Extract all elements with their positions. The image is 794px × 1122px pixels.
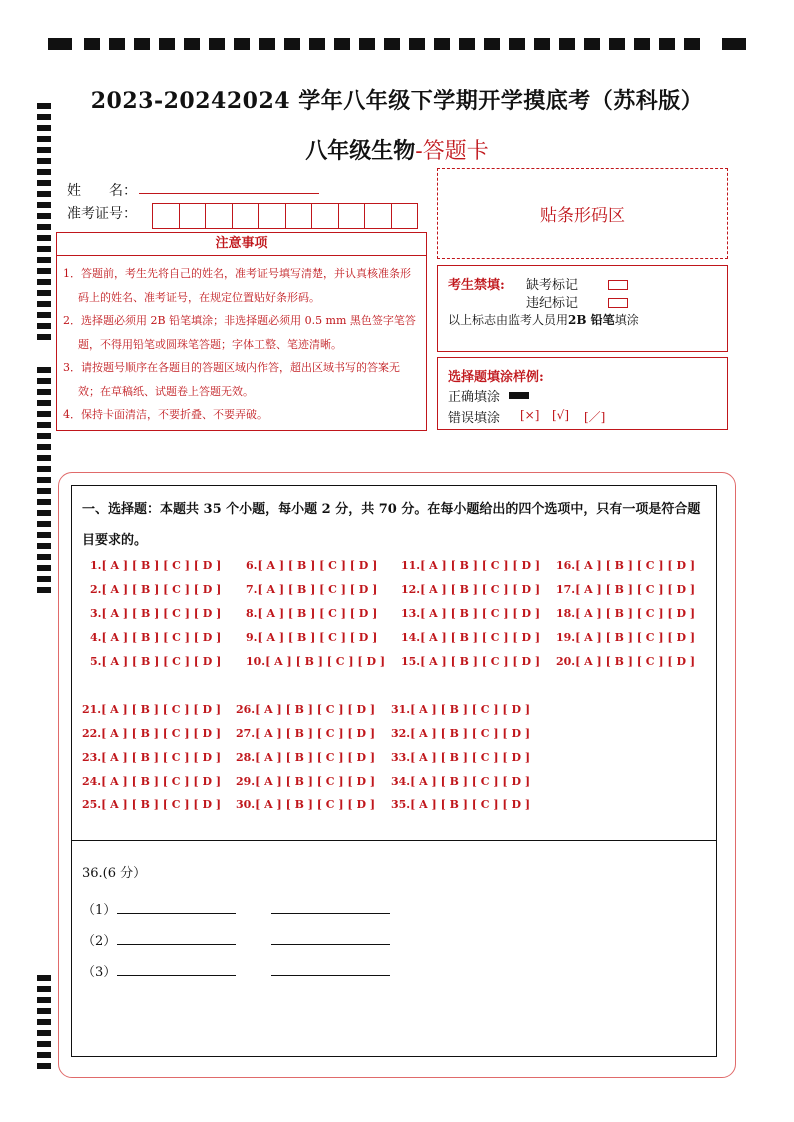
question-18-options[interactable]: [556, 607, 695, 620]
id-digit-box[interactable]: [312, 204, 339, 228]
timing-mark: [659, 38, 675, 50]
timing-mark: [609, 38, 625, 50]
answer-bubbles[interactable]: [ A ] [ B ] [ C ] [ D ]: [101, 559, 222, 572]
subject-title: 八年级生物: [305, 138, 416, 164]
timing-mark: [37, 477, 51, 483]
timing-mark: [484, 38, 500, 50]
id-digit-box[interactable]: [392, 204, 418, 228]
absent-label: 缺考标记: [526, 278, 579, 293]
timing-mark: [37, 378, 51, 384]
timing-mark: [48, 38, 72, 50]
timing-mark: [234, 38, 250, 50]
section1-instructions: 一、选择题：本题共 35 个小题，每小题 2 分，共 70 分。在每小题给出的四个选项中，只有一项是符合题目要求的。: [82, 502, 701, 548]
forbid-label: 考生禁填:: [448, 278, 505, 293]
question-number: 24.: [82, 775, 102, 788]
fill-sample-box: [437, 357, 728, 430]
question-number: 23.: [82, 751, 102, 764]
question-29-options[interactable]: [236, 775, 375, 788]
timing-mark: [37, 565, 51, 571]
timing-mark: [37, 499, 51, 505]
question-number: 17.: [556, 583, 576, 596]
timing-mark: [334, 38, 350, 50]
timing-mark: [37, 975, 51, 981]
question-number: 11.: [401, 559, 421, 572]
answer-bubbles[interactable]: [ A ] [ B ] [ C ] [ D ]: [255, 798, 376, 811]
question-6-options[interactable]: [246, 559, 377, 572]
answer-bubbles[interactable]: [ A ] [ B ] [ C ] [ D ]: [410, 775, 531, 788]
answer-bubbles[interactable]: [ A ] [ B ] [ C ] [ D ]: [420, 631, 541, 644]
answer-bubbles[interactable]: [ A ] [ B ] [ C ] [ D ]: [410, 751, 531, 764]
timing-mark: [284, 38, 300, 50]
question-21-options[interactable]: [82, 703, 221, 716]
answer-bubbles[interactable]: [ A ] [ B ] [ C ] [ D ]: [420, 655, 541, 668]
question-number: 33.: [391, 751, 411, 764]
question-13-options[interactable]: [401, 607, 540, 620]
question-number: 26.: [236, 703, 256, 716]
timing-mark: [37, 543, 51, 549]
question-23-options[interactable]: [82, 751, 221, 764]
timing-mark: [634, 38, 650, 50]
question-34-options[interactable]: [391, 775, 530, 788]
timing-mark: [37, 257, 51, 263]
timing-mark: [37, 455, 51, 461]
timing-mark: [37, 433, 51, 439]
answer-bubbles[interactable]: [ A ] [ B ] [ C ] [ D ]: [101, 751, 222, 764]
correct-fill-label: 正确填涂: [448, 390, 501, 405]
question-14-options[interactable]: [401, 631, 540, 644]
timing-mark: [37, 1063, 51, 1069]
timing-mark: [722, 38, 746, 50]
timing-mark: [509, 38, 525, 50]
timing-mark: [37, 290, 51, 296]
id-digit-box[interactable]: [153, 204, 180, 228]
absent-mark-box[interactable]: [608, 280, 628, 290]
timing-mark: [37, 411, 51, 417]
timing-mark: [37, 997, 51, 1003]
question-number: 7.: [246, 583, 258, 596]
answer-bubbles[interactable]: [ A ] [ B ] [ C ] [ D ]: [255, 703, 376, 716]
answer-bubbles[interactable]: [ A ] [ B ] [ C ] [ D ]: [257, 559, 378, 572]
question-number: 30.: [236, 798, 256, 811]
timing-mark: [37, 587, 51, 593]
timing-mark: [37, 422, 51, 428]
timing-mark: [259, 38, 275, 50]
question-number: 28.: [236, 751, 256, 764]
timing-mark: [37, 279, 51, 285]
q36-answer-line[interactable]: [117, 913, 236, 914]
timing-mark: [37, 125, 51, 131]
question-number: 6.: [246, 559, 258, 572]
timing-mark: [37, 1052, 51, 1058]
question-1-options[interactable]: [90, 559, 221, 572]
id-label: 准考证号：: [67, 206, 137, 222]
question-number: 31.: [391, 703, 411, 716]
answer-bubbles[interactable]: [ A ] [ B ] [ C ] [ D ]: [101, 775, 222, 788]
notice-item: 4．保持卡面清洁，不要折叠、不要弄破。: [63, 408, 268, 421]
timing-mark: [84, 38, 100, 50]
exam-title: 2023-20242024 学年八年级下学期开学摸底考（苏科版）: [90, 88, 704, 114]
question-17-options[interactable]: [556, 583, 695, 596]
timing-mark: [37, 389, 51, 395]
q36-answer-line[interactable]: [117, 975, 236, 976]
answer-bubbles[interactable]: [ A ] [ B ] [ C ] [ D ]: [255, 751, 376, 764]
question-number: 34.: [391, 775, 411, 788]
answer-bubbles[interactable]: [ A ] [ B ] [ C ] [ D ]: [575, 583, 696, 596]
question-3-options[interactable]: [90, 607, 221, 620]
question-33-options[interactable]: [391, 751, 530, 764]
answer-bubbles[interactable]: [ A ] [ B ] [ C ] [ D ]: [257, 631, 378, 644]
forbid-note: [448, 311, 639, 328]
question-9-options[interactable]: [246, 631, 377, 644]
barcode-area: [437, 168, 728, 259]
question-number: 2.: [90, 583, 102, 596]
timing-mark: [37, 444, 51, 450]
answer-bubbles[interactable]: [ A ] [ B ] [ C ] [ D ]: [575, 607, 696, 620]
question-25-options[interactable]: [82, 798, 221, 811]
timing-mark: [37, 1008, 51, 1014]
question-number: 14.: [401, 631, 421, 644]
answer-bubbles[interactable]: [ A ] [ B ] [ C ] [ D ]: [255, 727, 376, 740]
examiner-only-box: [437, 265, 728, 352]
question-number: 10.: [246, 655, 266, 668]
answer-bubbles[interactable]: [ A ] [ B ] [ C ] [ D ]: [420, 607, 541, 620]
question-number: 19.: [556, 631, 576, 644]
timing-mark: [37, 400, 51, 406]
question-30-options[interactable]: [236, 798, 375, 811]
question-35-options[interactable]: [391, 798, 530, 811]
answer-bubbles[interactable]: [ A ] [ B ] [ C ] [ D ]: [575, 655, 696, 668]
id-digit-box[interactable]: [259, 204, 286, 228]
timing-mark: [434, 38, 450, 50]
barcode-label: 贴条形码区: [540, 206, 625, 226]
forbid-note-bold: 2B 铅笔: [568, 313, 615, 327]
question-number: 5.: [90, 655, 102, 668]
name-field[interactable]: [139, 192, 319, 194]
card-subtitle: [0, 134, 794, 165]
timing-mark: [37, 1019, 51, 1025]
question-number: 20.: [556, 655, 576, 668]
timing-mark: [684, 38, 700, 50]
id-digit-box[interactable]: [206, 204, 233, 228]
question-number: 3.: [90, 607, 102, 620]
notice-heading: 注意事项: [57, 233, 426, 256]
q36-answer-line[interactable]: [271, 913, 390, 914]
answer-bubbles[interactable]: [ A ] [ B ] [ C ] [ D ]: [101, 607, 222, 620]
question-19-options[interactable]: [556, 631, 695, 644]
timing-mark-bar: [48, 38, 746, 50]
timing-mark: [134, 38, 150, 50]
question-number: 22.: [82, 727, 102, 740]
timing-mark: [37, 301, 51, 307]
question-16-options[interactable]: [556, 559, 695, 572]
answer-bubbles[interactable]: [ A ] [ B ] [ C ] [ D ]: [101, 655, 222, 668]
timing-mark: [584, 38, 600, 50]
q36-answer-line[interactable]: [117, 944, 236, 945]
id-number-boxes[interactable]: [152, 203, 418, 229]
answer-bubbles[interactable]: [ A ] [ B ] [ C ] [ D ]: [410, 727, 531, 740]
timing-mark: [37, 334, 51, 340]
timing-mark: [37, 224, 51, 230]
timing-mark: [37, 246, 51, 252]
timing-mark: [209, 38, 225, 50]
question-number: 16.: [556, 559, 576, 572]
question-24-options[interactable]: [82, 775, 221, 788]
notice-box: [56, 232, 427, 431]
question-number: 25.: [82, 798, 102, 811]
id-digit-box[interactable]: [339, 204, 366, 228]
timing-mark: [184, 38, 200, 50]
timing-mark: [37, 532, 51, 538]
timing-mark: [37, 1030, 51, 1036]
question-20-options[interactable]: [556, 655, 695, 668]
answer-bubbles[interactable]: [ A ] [ B ] [ C ] [ D ]: [575, 559, 696, 572]
timing-mark: [534, 38, 550, 50]
question-12-options[interactable]: [401, 583, 540, 596]
question-5-options[interactable]: [90, 655, 221, 668]
question-number: 21.: [82, 703, 102, 716]
id-digit-box[interactable]: [233, 204, 260, 228]
name-label: 姓 名：: [67, 183, 137, 199]
q36-part-label: （3）: [82, 965, 117, 980]
violation-label: 违纪标记: [526, 296, 579, 311]
timing-mark: [384, 38, 400, 50]
question-15-options[interactable]: [401, 655, 540, 668]
forbid-note-post: 填涂: [614, 313, 639, 327]
question-number: 29.: [236, 775, 256, 788]
answer-bubbles[interactable]: [ A ] [ B ] [ C ] [ D ]: [257, 583, 378, 596]
q36-part-label: （2）: [82, 934, 117, 949]
timing-mark: [359, 38, 375, 50]
timing-mark: [37, 521, 51, 527]
answer-bubbles[interactable]: [ A ] [ B ] [ C ] [ D ]: [420, 559, 541, 572]
timing-mark: [559, 38, 575, 50]
wrong-mark-x: [×]: [520, 408, 540, 422]
question-10-options[interactable]: [246, 655, 385, 668]
answer-bubbles[interactable]: [ A ] [ B ] [ C ] [ D ]: [257, 607, 378, 620]
question-number: 18.: [556, 607, 576, 620]
timing-mark: [37, 576, 51, 582]
timing-mark: [37, 180, 51, 186]
timing-mark: [37, 510, 51, 516]
timing-mark: [37, 367, 51, 373]
card-type-label: -答题卡: [415, 139, 489, 164]
timing-mark: [37, 1041, 51, 1047]
answer-bubbles[interactable]: [ A ] [ B ] [ C ] [ D ]: [410, 798, 531, 811]
question-26-options[interactable]: [236, 703, 375, 716]
question-number: 35.: [391, 798, 411, 811]
timing-mark: [37, 169, 51, 175]
timing-mark: [37, 235, 51, 241]
question-27-options[interactable]: [236, 727, 375, 740]
question-number: 4.: [90, 631, 102, 644]
answer-bubbles[interactable]: [ A ] [ B ] [ C ] [ D ]: [101, 703, 222, 716]
answer-bubbles[interactable]: [ A ] [ B ] [ C ] [ D ]: [101, 631, 222, 644]
answer-bubbles[interactable]: [ A ] [ B ] [ C ] [ D ]: [265, 655, 386, 668]
question-28-options[interactable]: [236, 751, 375, 764]
question-8-options[interactable]: [246, 607, 377, 620]
question-number: 8.: [246, 607, 258, 620]
question-number: 32.: [391, 727, 411, 740]
id-digit-box[interactable]: [365, 204, 392, 228]
timing-mark: [37, 202, 51, 208]
section-divider: [71, 840, 717, 841]
question-number: 15.: [401, 655, 421, 668]
question-11-options[interactable]: [401, 559, 540, 572]
timing-mark: [159, 38, 175, 50]
wrong-mark-check: [√]: [552, 408, 570, 422]
question-31-options[interactable]: [391, 703, 530, 716]
timing-mark: [37, 312, 51, 318]
question-2-options[interactable]: [90, 583, 221, 596]
timing-mark: [37, 554, 51, 560]
notice-item: 2．选择题必须用 2B 铅笔填涂；非选择题必须用 0.5 mm 黑色签字笔答题，不得用铅笔或圆珠笔答题；字体工整、笔迹清晰。: [63, 314, 416, 351]
answer-bubbles[interactable]: [ A ] [ B ] [ C ] [ D ]: [101, 583, 222, 596]
answer-bubbles[interactable]: [ A ] [ B ] [ C ] [ D ]: [575, 631, 696, 644]
q36-part-label: （1）: [82, 903, 117, 918]
answer-bubbles[interactable]: [ A ] [ B ] [ C ] [ D ]: [420, 583, 541, 596]
correct-fill-mark: [509, 392, 529, 399]
timing-mark: [409, 38, 425, 50]
question-22-options[interactable]: [82, 727, 221, 740]
timing-mark: [109, 38, 125, 50]
question-number: 9.: [246, 631, 258, 644]
answer-bubbles[interactable]: [ A ] [ B ] [ C ] [ D ]: [101, 727, 222, 740]
question-number: 1.: [90, 559, 102, 572]
question-number: 12.: [401, 583, 421, 596]
answer-bubbles[interactable]: [ A ] [ B ] [ C ] [ D ]: [410, 703, 531, 716]
timing-mark: [37, 466, 51, 472]
answer-bubbles[interactable]: [ A ] [ B ] [ C ] [ D ]: [255, 775, 376, 788]
question-4-options[interactable]: [90, 631, 221, 644]
sample-label: 选择题填涂样例:: [448, 370, 544, 385]
wrong-mark-slash: [／]: [584, 410, 606, 424]
violation-mark-box[interactable]: [608, 298, 628, 308]
wrong-fill-label: 错误填涂: [448, 411, 501, 426]
timing-mark: [37, 213, 51, 219]
id-digit-box[interactable]: [286, 204, 313, 228]
q36-answer-line[interactable]: [271, 944, 390, 945]
timing-mark: [37, 488, 51, 494]
id-digit-box[interactable]: [180, 204, 207, 228]
timing-mark: [459, 38, 475, 50]
q36-answer-line[interactable]: [271, 975, 390, 976]
question-number: 13.: [401, 607, 421, 620]
forbid-note-pre: 以上标志由监考人员用: [448, 313, 569, 327]
timing-mark: [37, 323, 51, 329]
timing-mark: [37, 268, 51, 274]
question-number: 27.: [236, 727, 256, 740]
answer-bubbles[interactable]: [ A ] [ B ] [ C ] [ D ]: [101, 798, 222, 811]
timing-mark: [37, 191, 51, 197]
q36-title: 36.(6 分）: [82, 866, 147, 881]
timing-mark: [309, 38, 325, 50]
question-7-options[interactable]: [246, 583, 377, 596]
notice-item: 3．请按题号顺序在各题目的答题区域内作答，超出区域书写的答案无效；在草稿纸、试题卷上答题无效。: [63, 361, 400, 398]
timing-mark: [37, 986, 51, 992]
notice-item: 1．答题前，考生先将自己的姓名，准考证号填写清楚，并认真核准条形码上的姓名、准考证号，在规定位置贴好条形码。: [63, 267, 411, 304]
question-32-options[interactable]: [391, 727, 530, 740]
